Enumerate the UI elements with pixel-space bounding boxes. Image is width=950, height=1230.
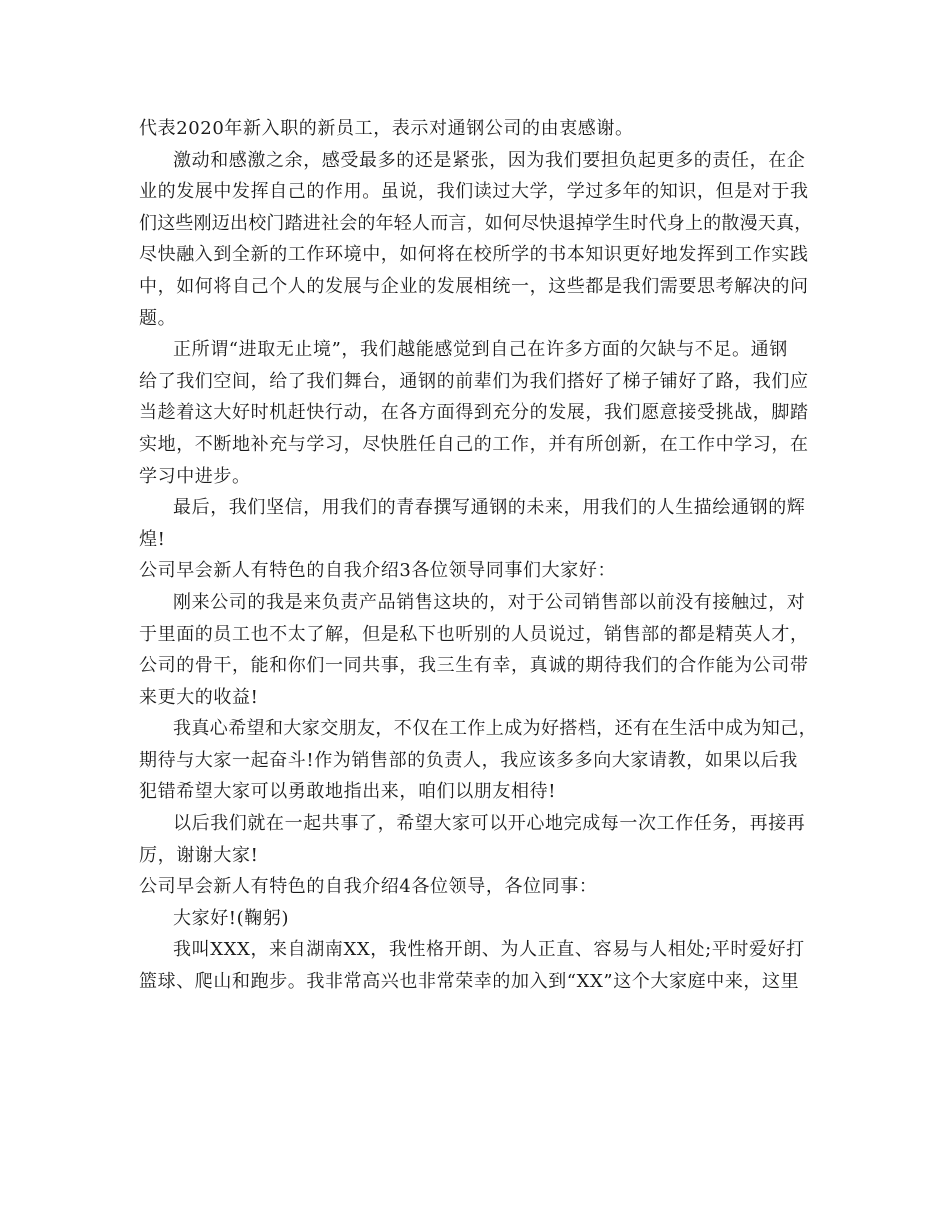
document-page: [139, 113, 819, 998]
text-line: 代表2020年新入职的新员工，表示对通钢公司的由衷感谢。: [139, 118, 634, 139]
text-line: 最后，我们坚信，用我们的青春撰写通钢的未来，用我们的人生描绘通钢的辉: [173, 497, 806, 519]
text-line: 题。: [139, 307, 177, 329]
text-line: 学习中进步。: [139, 465, 251, 487]
text-line: 当趁着这大好时机赶快行动，在各方面得到充分的发展，我们愿意接受挑战，脚踏: [139, 402, 809, 424]
text-line: 们这些刚迈出校门踏进社会的年轻人而言，如何尽快退掉学生时代身上的散漫天真，: [139, 212, 813, 234]
text-line: 篮球、爬山和跑步。我非常高兴也非常荣幸的加入到“XX”这个大家庭中来，这里: [139, 971, 800, 993]
text-line: 于里面的员工也不太了解，但是私下也听别的人员说过，销售部的都是精英人才，: [139, 623, 809, 645]
text-line: 公司早会新人有特色的自我介绍4各位领导，各位同事：: [139, 876, 598, 898]
text-line: 以后我们就在一起共事了，希望大家可以开心地完成每一次工作任务，再接再: [173, 813, 806, 835]
text-line: 煌!: [139, 528, 166, 550]
text-line: 公司的骨干，能和你们一同共事，我三生有幸，真诚的期待我们的合作能为公司带: [139, 655, 809, 677]
text-line: 我真心希望和大家交朋友，不仅在工作上成为好搭档，还有在生活中成为知己，: [173, 718, 817, 740]
text-line: 激动和感激之余，感受最多的还是紧张，因为我们要担负起更多的责任，在企: [173, 149, 806, 171]
text-line: 来更大的收益!: [139, 686, 259, 708]
text-line: 大家好!(鞠躬): [173, 907, 290, 929]
text-line: 我叫XXX，来自湖南XX，我性格开朗、为人正直、容易与人相处;平时爱好打: [173, 939, 805, 961]
text-line: 中，如何将自己个人的发展与企业的发展相统一，这些都是我们需要思考解决的问: [139, 275, 809, 297]
text-line: 业的发展中发挥自己的作用。虽说，我们读过大学，学过多年的知识，但是对于我: [139, 181, 809, 203]
text-line: 犯错希望大家可以勇敢地指出来，咱们以朋友相待!: [139, 781, 557, 803]
text-line: 实地，不断地补充与学习，尽快胜任自己的工作，并有所创新，在工作中学习，在: [139, 433, 809, 455]
text-line: 正所谓“进取无止境”，我们越能感觉到自己在许多方面的欠缺与不足。通钢: [173, 339, 788, 361]
text-line: 厉，谢谢大家!: [139, 844, 259, 866]
text-line: 刚来公司的我是来负责产品销售这块的，对于公司销售部以前没有接触过，对: [173, 591, 806, 613]
text-line: 期待与大家一起奋斗!作为销售部的负责人，我应该多多向大家请教，如果以后我: [139, 749, 798, 771]
text-line: 公司早会新人有特色的自我介绍3各位领导同事们大家好：: [139, 560, 617, 582]
text-line: 给了我们空间，给了我们舞台，通钢的前辈们为我们搭好了梯子铺好了路，我们应: [139, 370, 809, 392]
text-line: 尽快融入到全新的工作环境中，如何将在校所学的书本知识更好地发挥到工作实践: [139, 244, 809, 266]
